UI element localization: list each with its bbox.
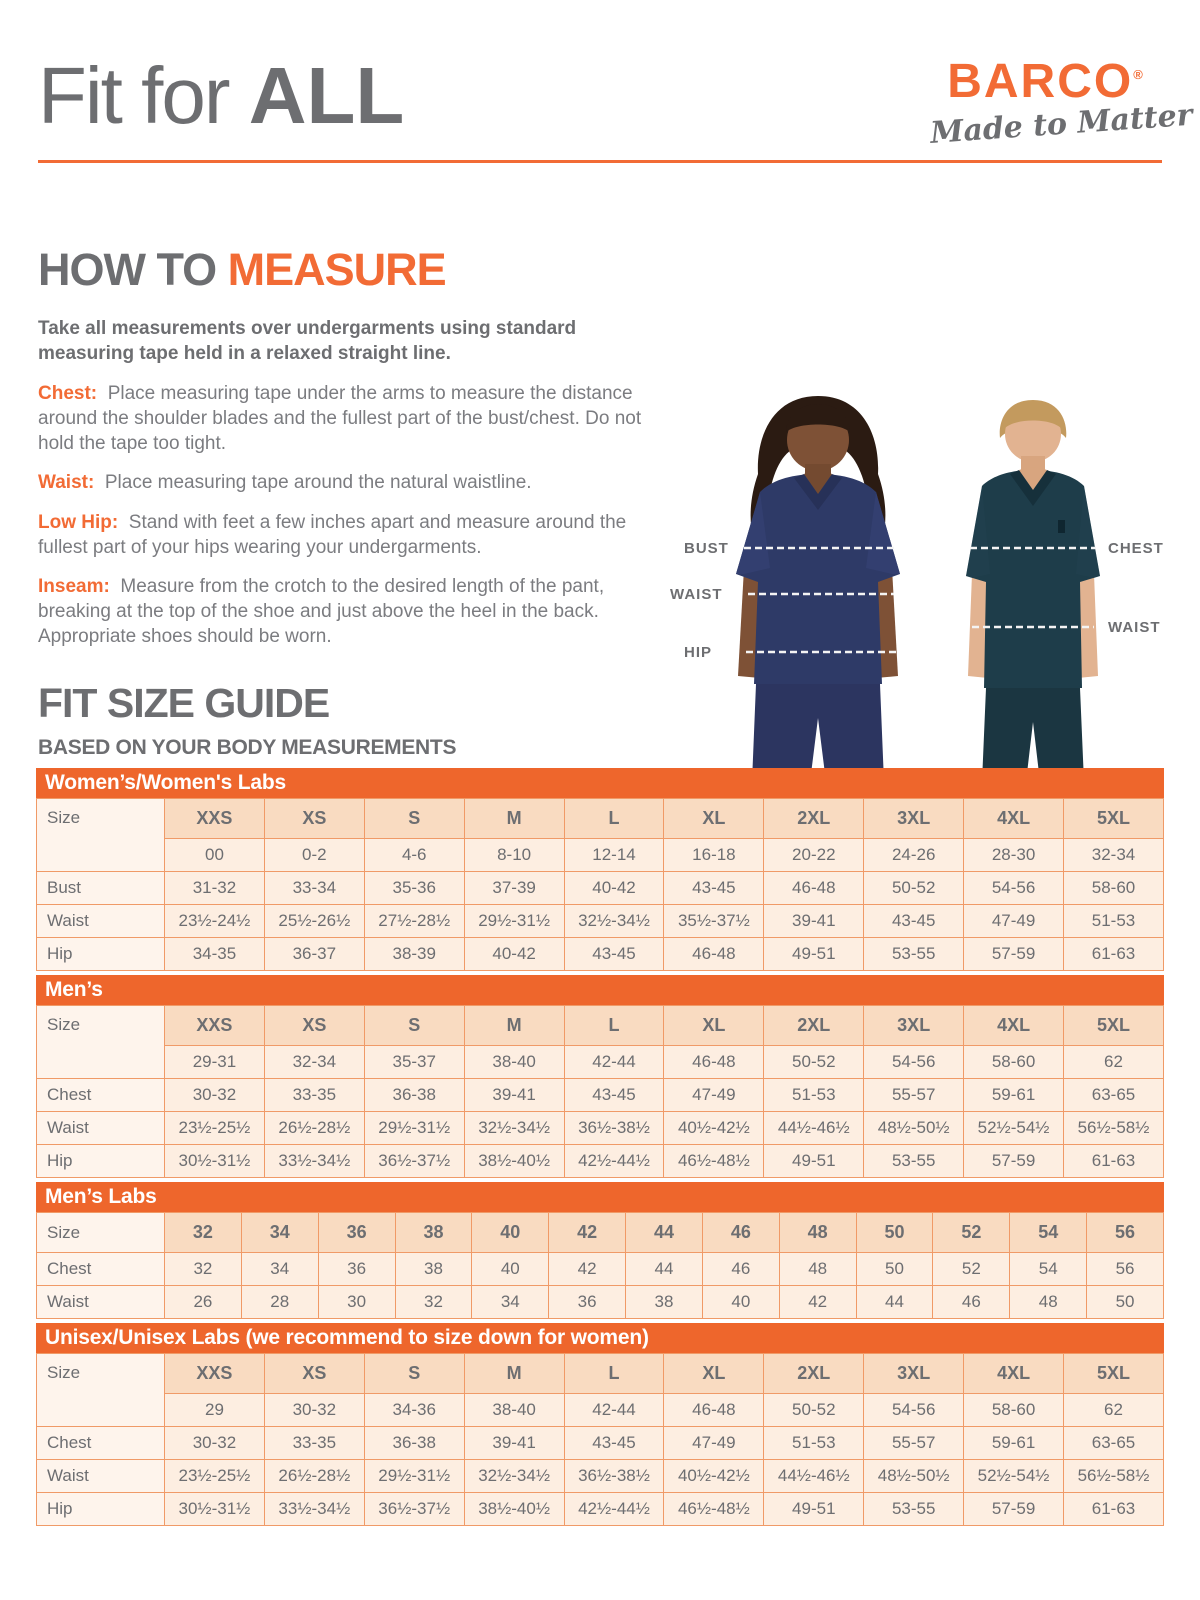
size-header-cell: 5XL: [1064, 1354, 1164, 1394]
size-header-cell: 5XL: [1064, 799, 1164, 839]
barco-logo-tagline: Made to Matter: [929, 97, 1194, 151]
measurement-value-cell: 44: [856, 1286, 933, 1319]
table-band-1: Men’s: [36, 975, 1164, 1005]
models-illustration: [648, 378, 1164, 782]
measurement-value-cell: 30: [318, 1286, 395, 1319]
measurement-value-cell: 26½-28½: [264, 1112, 364, 1145]
table-row: [37, 1493, 1164, 1526]
measurement-value-cell: 51-53: [764, 1079, 864, 1112]
measurement-value-cell: 50: [856, 1253, 933, 1286]
measurement-value-cell: 36-37: [264, 938, 364, 971]
measurement-value-cell: 23½-24½: [165, 905, 265, 938]
size-header-cell: S: [364, 1354, 464, 1394]
size-range-cell: 28-30: [964, 839, 1064, 872]
fit-size-guide-subheading: BASED ON YOUR BODY MEASUREMENTS: [38, 736, 457, 759]
measurement-value-cell: 53-55: [864, 1145, 964, 1178]
measurement-value-cell: 38½-40½: [464, 1493, 564, 1526]
table-row: [37, 1213, 1164, 1253]
measurement-label-cell: Waist: [37, 1112, 165, 1145]
size-header-cell: S: [364, 799, 464, 839]
measurement-label-cell: Waist: [37, 905, 165, 938]
measurement-value-cell: 23½-25½: [165, 1460, 265, 1493]
measurement-value-cell: 55-57: [864, 1427, 964, 1460]
measurement-value-cell: 28: [241, 1286, 318, 1319]
size-range-cell: 24-26: [864, 839, 964, 872]
measurement-value-cell: 30-32: [165, 1427, 265, 1460]
measurement-label-cell: Chest: [37, 1427, 165, 1460]
measurement-value-cell: 50-52: [864, 872, 964, 905]
size-table-3: [36, 1353, 1164, 1526]
size-range-cell: 35-37: [364, 1046, 464, 1079]
measurement-value-cell: 46½-48½: [664, 1145, 764, 1178]
measurement-value-cell: 42½-44½: [564, 1145, 664, 1178]
size-header-cell: 54: [1010, 1213, 1087, 1253]
size-header-cell: 2XL: [764, 1006, 864, 1046]
size-range-cell: 54-56: [864, 1394, 964, 1427]
measurement-value-cell: 52: [933, 1253, 1010, 1286]
table-row: [37, 905, 1164, 938]
measurement-value-cell: 61-63: [1064, 1493, 1164, 1526]
size-header-cell: XXS: [165, 1354, 265, 1394]
measurement-value-cell: 32½-34½: [464, 1112, 564, 1145]
size-range-cell: 50-52: [764, 1394, 864, 1427]
size-range-cell: 12-14: [564, 839, 664, 872]
measure-step-waist: Waist: Place measuring tape around the natural waistline.: [38, 472, 532, 494]
measurement-value-cell: 30-32: [165, 1079, 265, 1112]
measurement-value-cell: 30½-31½: [165, 1493, 265, 1526]
size-header-cell: 3XL: [864, 1354, 964, 1394]
size-range-cell: 30-32: [264, 1394, 364, 1427]
size-header-cell: 52: [933, 1213, 1010, 1253]
measurement-value-cell: 51-53: [1064, 905, 1164, 938]
measurement-value-cell: 49-51: [764, 1493, 864, 1526]
size-range-cell: 8-10: [464, 839, 564, 872]
size-label-cell: Size: [37, 1354, 165, 1427]
size-header-cell: 38: [395, 1213, 472, 1253]
size-header-cell: XS: [264, 1006, 364, 1046]
measure-label-chest: CHEST: [1108, 540, 1164, 557]
size-range-cell: 62: [1064, 1046, 1164, 1079]
size-range-cell: 62: [1064, 1394, 1164, 1427]
table-band-0: Women’s/Women's Labs: [36, 768, 1164, 798]
measurement-value-cell: 40: [472, 1253, 549, 1286]
measurement-value-cell: 27½-28½: [364, 905, 464, 938]
measurement-value-cell: 40-42: [564, 872, 664, 905]
size-label-cell: Size: [37, 1006, 165, 1079]
page-title: [38, 50, 404, 142]
size-header-cell: M: [464, 799, 564, 839]
table-row: [37, 1006, 1164, 1046]
measurement-value-cell: 34: [472, 1286, 549, 1319]
fit-size-guide-heading: FIT SIZE GUIDE: [38, 680, 330, 726]
size-header-cell: 44: [626, 1213, 703, 1253]
measurement-value-cell: 47-49: [664, 1427, 764, 1460]
measurement-value-cell: 36½-37½: [364, 1145, 464, 1178]
table-row: [37, 1394, 1164, 1427]
measurement-value-cell: 57-59: [964, 1145, 1064, 1178]
table-row: [37, 1460, 1164, 1493]
measurement-label-cell: Bust: [37, 872, 165, 905]
measurement-value-cell: 40½-42½: [664, 1112, 764, 1145]
measure-label-bust: BUST: [684, 540, 729, 557]
size-header-cell: 34: [241, 1213, 318, 1253]
table-band-3: Unisex/Unisex Labs (we recommend to size down for women): [36, 1323, 1164, 1353]
size-header-cell: 2XL: [764, 799, 864, 839]
table-row: [37, 1253, 1164, 1286]
measurement-value-cell: 53-55: [864, 1493, 964, 1526]
table-row: [37, 872, 1164, 905]
measurement-value-cell: 50: [1087, 1286, 1164, 1319]
measure-step-chest: Chest: Place measuring tape under the arms to measure the distance around the shoulder blades and the fullest part of the bust/chest. Do not hold the tape too tight.: [38, 383, 642, 454]
size-range-cell: 54-56: [864, 1046, 964, 1079]
measurement-value-cell: 43-45: [564, 1079, 664, 1112]
size-header-cell: 4XL: [964, 799, 1064, 839]
size-header-cell: XS: [264, 799, 364, 839]
measurement-value-cell: 46-48: [764, 872, 864, 905]
page-title-regular: Fit for: [38, 51, 249, 140]
table-row: [37, 1046, 1164, 1079]
measurement-value-cell: 47-49: [964, 905, 1064, 938]
size-range-cell: 00: [165, 839, 265, 872]
size-header-cell: 50: [856, 1213, 933, 1253]
measurement-value-cell: 56½-58½: [1064, 1112, 1164, 1145]
measurement-value-cell: 46½-48½: [664, 1493, 764, 1526]
measurement-value-cell: 36: [318, 1253, 395, 1286]
measurement-label-cell: Waist: [37, 1286, 165, 1319]
measurement-value-cell: 52½-54½: [964, 1460, 1064, 1493]
measurement-value-cell: 33½-34½: [264, 1145, 364, 1178]
size-range-cell: 58-60: [964, 1046, 1064, 1079]
measurement-value-cell: 36½-37½: [364, 1493, 464, 1526]
size-range-cell: 0-2: [264, 839, 364, 872]
size-header-cell: 46: [702, 1213, 779, 1253]
measurement-value-cell: 30½-31½: [165, 1145, 265, 1178]
measurement-value-cell: 40: [702, 1286, 779, 1319]
measurement-value-cell: 54: [1010, 1253, 1087, 1286]
measurement-value-cell: 33-35: [264, 1079, 364, 1112]
measurement-value-cell: 56½-58½: [1064, 1460, 1164, 1493]
size-header-cell: 3XL: [864, 799, 964, 839]
size-header-cell: 2XL: [764, 1354, 864, 1394]
size-label-cell: Size: [37, 799, 165, 872]
size-header-cell: 5XL: [1064, 1006, 1164, 1046]
barco-logo: [929, 55, 1194, 151]
measurement-value-cell: 33-35: [264, 1427, 364, 1460]
measurement-value-cell: 42½-44½: [564, 1493, 664, 1526]
header-divider-rule: [38, 160, 1162, 163]
measurement-value-cell: 29½-31½: [464, 905, 564, 938]
measurement-label-cell: Hip: [37, 1493, 165, 1526]
measurement-value-cell: 36½-38½: [564, 1460, 664, 1493]
measure-label-waist-right: WAIST: [1108, 619, 1161, 636]
measurement-value-cell: 43-45: [564, 938, 664, 971]
size-range-cell: 46-48: [664, 1046, 764, 1079]
table-row: [37, 799, 1164, 839]
measurement-value-cell: 49-51: [764, 938, 864, 971]
size-range-cell: 32-34: [1064, 839, 1164, 872]
table-row: [37, 1112, 1164, 1145]
size-header-cell: M: [464, 1006, 564, 1046]
measurement-value-cell: 57-59: [964, 938, 1064, 971]
size-header-cell: 4XL: [964, 1006, 1064, 1046]
measurement-value-cell: 49-51: [764, 1145, 864, 1178]
measurement-value-cell: 25½-26½: [264, 905, 364, 938]
table-band-2: Men’s Labs: [36, 1182, 1164, 1212]
size-range-cell: 38-40: [464, 1394, 564, 1427]
table-row: [37, 839, 1164, 872]
measurement-value-cell: 48½-50½: [864, 1460, 964, 1493]
table-row: [37, 938, 1164, 971]
size-table-0: [36, 798, 1164, 971]
size-range-cell: 29: [165, 1394, 265, 1427]
measurement-value-cell: 32½-34½: [564, 905, 664, 938]
size-table-2: [36, 1212, 1164, 1319]
measurement-value-cell: 33½-34½: [264, 1493, 364, 1526]
size-header-cell: XXS: [165, 799, 265, 839]
measurement-label-cell: Waist: [37, 1460, 165, 1493]
size-range-cell: 29-31: [165, 1046, 265, 1079]
measurement-label-cell: Chest: [37, 1253, 165, 1286]
measurement-value-cell: 34-35: [165, 938, 265, 971]
measure-step-inseam: Inseam: Measure from the crotch to the desired length of the pant, breaking at the top of the shoe and just above the heel in the back. Appropriate shoes should be worn.: [38, 576, 605, 647]
measurement-value-cell: 61-63: [1064, 938, 1164, 971]
registered-mark-icon: ®: [1133, 67, 1143, 82]
measurement-value-cell: 55-57: [864, 1079, 964, 1112]
measurement-value-cell: 47-49: [664, 1079, 764, 1112]
measurement-label-cell: Chest: [37, 1079, 165, 1112]
measurement-value-cell: 39-41: [464, 1079, 564, 1112]
size-header-cell: XS: [264, 1354, 364, 1394]
measurement-value-cell: 43-45: [864, 905, 964, 938]
size-header-cell: 56: [1087, 1213, 1164, 1253]
table-row: [37, 1427, 1164, 1460]
how-to-measure-section: [38, 244, 653, 664]
measurement-value-cell: 36-38: [364, 1079, 464, 1112]
size-range-cell: 4-6: [364, 839, 464, 872]
size-range-cell: 20-22: [764, 839, 864, 872]
measurement-value-cell: 26: [165, 1286, 242, 1319]
measurement-value-cell: 29½-31½: [364, 1460, 464, 1493]
page-title-bold: ALL: [248, 51, 405, 140]
measure-step-low-hip: Low Hip: Stand with feet a few inches apart and measure around the fullest part of your hips wearing your undergarments.: [38, 511, 627, 558]
size-header-cell: 4XL: [964, 1354, 1064, 1394]
measurement-value-cell: 59-61: [964, 1427, 1064, 1460]
measurement-value-cell: 48½-50½: [864, 1112, 964, 1145]
size-range-cell: 38-40: [464, 1046, 564, 1079]
measurement-value-cell: 48: [1010, 1286, 1087, 1319]
measurement-value-cell: 43-45: [564, 1427, 664, 1460]
size-range-cell: 46-48: [664, 1394, 764, 1427]
measurement-value-cell: 36½-38½: [564, 1112, 664, 1145]
measurement-value-cell: 56: [1087, 1253, 1164, 1286]
measurement-value-cell: 36-38: [364, 1427, 464, 1460]
measurement-value-cell: 48: [779, 1253, 856, 1286]
table-row: [37, 1354, 1164, 1394]
measurement-value-cell: 38: [626, 1286, 703, 1319]
measurement-value-cell: 38: [395, 1253, 472, 1286]
measurement-value-cell: 59-61: [964, 1079, 1064, 1112]
measurement-label-cell: Hip: [37, 1145, 165, 1178]
size-range-cell: 50-52: [764, 1046, 864, 1079]
measurement-value-cell: 46: [702, 1253, 779, 1286]
measurement-value-cell: 44: [626, 1253, 703, 1286]
measurement-value-cell: 61-63: [1064, 1145, 1164, 1178]
measurement-value-cell: 39-41: [464, 1427, 564, 1460]
size-range-cell: 42-44: [564, 1046, 664, 1079]
measurement-value-cell: 57-59: [964, 1493, 1064, 1526]
measurement-value-cell: 43-45: [664, 872, 764, 905]
barco-logo-wordmark: BARCO®: [947, 55, 1143, 108]
size-header-cell: L: [564, 1006, 664, 1046]
measurement-value-cell: 35½-37½: [664, 905, 764, 938]
measurement-value-cell: 40-42: [464, 938, 564, 971]
measurement-value-cell: 39-41: [764, 905, 864, 938]
table-row: [37, 1079, 1164, 1112]
size-header-cell: XL: [664, 1006, 764, 1046]
measurement-value-cell: 37-39: [464, 872, 564, 905]
measurement-label-cell: Hip: [37, 938, 165, 971]
size-header-cell: M: [464, 1354, 564, 1394]
size-table-1: [36, 1005, 1164, 1178]
size-label-cell: Size: [37, 1213, 165, 1253]
size-header-cell: L: [564, 799, 664, 839]
size-header-cell: XL: [664, 799, 764, 839]
measurement-value-cell: 23½-25½: [165, 1112, 265, 1145]
measurement-value-cell: 42: [549, 1253, 626, 1286]
size-range-cell: 34-36: [364, 1394, 464, 1427]
measurement-value-cell: 63-65: [1064, 1427, 1164, 1460]
size-header-cell: XXS: [165, 1006, 265, 1046]
how-to-measure-heading: HOW TO MEASURE: [38, 244, 446, 295]
measurement-value-cell: 53-55: [864, 938, 964, 971]
measurement-value-cell: 46: [933, 1286, 1010, 1319]
size-header-cell: S: [364, 1006, 464, 1046]
measurement-value-cell: 40½-42½: [664, 1460, 764, 1493]
measurement-value-cell: 58-60: [1064, 872, 1164, 905]
measurement-value-cell: 51-53: [764, 1427, 864, 1460]
size-header-cell: XL: [664, 1354, 764, 1394]
measurement-value-cell: 44½-46½: [764, 1112, 864, 1145]
measurement-value-cell: 38½-40½: [464, 1145, 564, 1178]
measurement-value-cell: 63-65: [1064, 1079, 1164, 1112]
measure-label-hip: HIP: [684, 644, 713, 661]
size-range-cell: 16-18: [664, 839, 764, 872]
measure-label-waist-left: WAIST: [670, 586, 723, 603]
size-range-cell: 32-34: [264, 1046, 364, 1079]
size-header-cell: 48: [779, 1213, 856, 1253]
measurement-value-cell: 32: [165, 1253, 242, 1286]
measurement-value-cell: 29½-31½: [364, 1112, 464, 1145]
size-range-cell: 42-44: [564, 1394, 664, 1427]
size-header-cell: 3XL: [864, 1006, 964, 1046]
measurement-value-cell: 26½-28½: [264, 1460, 364, 1493]
measurement-value-cell: 52½-54½: [964, 1112, 1064, 1145]
table-row: [37, 1286, 1164, 1319]
size-header-cell: 42: [549, 1213, 626, 1253]
measurement-value-cell: 32½-34½: [464, 1460, 564, 1493]
measurement-value-cell: 42: [779, 1286, 856, 1319]
measure-intro-text: Take all measurements over undergarments using standard measuring tape held in a relaxed straight line.: [38, 318, 577, 365]
measurement-value-cell: 32: [395, 1286, 472, 1319]
size-guide-tables: [36, 768, 1164, 1526]
measurement-value-cell: 36: [549, 1286, 626, 1319]
size-header-cell: 36: [318, 1213, 395, 1253]
size-header-cell: L: [564, 1354, 664, 1394]
measurement-value-cell: 35-36: [364, 872, 464, 905]
measurement-value-cell: 33-34: [264, 872, 364, 905]
measurement-value-cell: 54-56: [964, 872, 1064, 905]
measurement-value-cell: 38-39: [364, 938, 464, 971]
size-header-cell: 32: [165, 1213, 242, 1253]
measurement-value-cell: 44½-46½: [764, 1460, 864, 1493]
measurement-value-cell: 31-32: [165, 872, 265, 905]
size-header-cell: 40: [472, 1213, 549, 1253]
models-photo: [648, 378, 1164, 782]
measurement-value-cell: 46-48: [664, 938, 764, 971]
size-range-cell: 58-60: [964, 1394, 1064, 1427]
table-row: [37, 1145, 1164, 1178]
measurement-value-cell: 34: [241, 1253, 318, 1286]
